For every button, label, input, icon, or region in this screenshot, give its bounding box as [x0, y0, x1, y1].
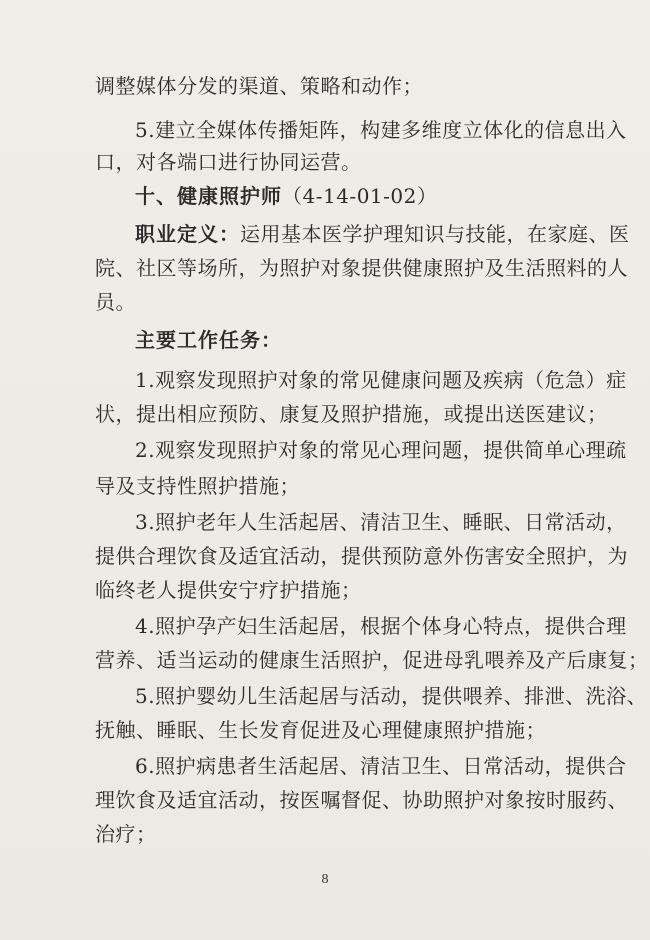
- tasks-heading: 主要工作任务：: [135, 328, 282, 352]
- text-line: 导及支持性照护措施；: [95, 474, 300, 498]
- text-line: 5.照护婴幼儿生活起居与活动，提供喂养、排泄、洗浴、: [135, 684, 648, 708]
- text-line: 口，对各端口进行协同运营。: [95, 150, 362, 174]
- section-code: （4-14-01-02）: [282, 184, 438, 208]
- page-number: 8: [321, 872, 329, 887]
- text-line: 提供合理饮食及适宜活动，提供预防意外伤害安全照护，为: [95, 544, 628, 568]
- text-line: 院、社区等场所，为照护对象提供健康照护及生活照料的人: [95, 256, 628, 280]
- text-line: 理饮食及适宜活动，按医嘱督促、协助照护对象按时服药、: [95, 788, 628, 812]
- text-line: 3.照护老年人生活起居、清洁卫生、睡眠、日常活动，: [135, 510, 627, 534]
- definition-line: [135, 222, 630, 246]
- text-line: 营养、适当运动的健康生活照护，促进母乳喂养及产后康复；: [95, 648, 649, 672]
- definition-label: 职业定义：: [135, 222, 240, 246]
- text-line: 状，提出相应预防、康复及照护措施，或提出送医建议；: [95, 402, 608, 426]
- text-line: 4.照护孕产妇生活起居，根据个体身心特点，提供合理: [135, 614, 627, 638]
- text-line: 1.观察发现照护对象的常见健康问题及疾病（危急）症: [135, 368, 627, 392]
- text-line: 临终老人提供安宁疗护措施；: [95, 578, 362, 602]
- definition-text: 运用基本医学护理知识与技能，在家庭、医: [240, 222, 630, 246]
- section-heading: [135, 184, 437, 208]
- text-line: 抚触、睡眠、生长发育促进及心理健康照护措施；: [95, 718, 546, 742]
- section-title: 十、健康照护师: [135, 184, 282, 208]
- text-line: 治疗；: [95, 822, 157, 846]
- text-line: 2.观察发现照护对象的常见心理问题，提供简单心理疏: [135, 438, 627, 462]
- text-line: 6.照护病患者生活起居、清洁卫生、日常活动，提供合: [135, 754, 627, 778]
- text-line: 5.建立全媒体传播矩阵，构建多维度立体化的信息出入: [135, 118, 627, 142]
- text-line: 员。: [95, 290, 136, 314]
- text-line: 调整媒体分发的渠道、策略和动作；: [95, 74, 423, 98]
